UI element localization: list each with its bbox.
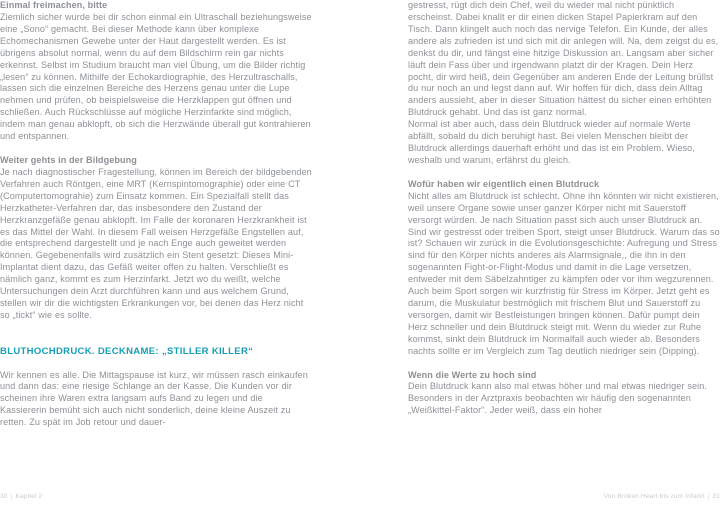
left-heading-einmal-freimachen: Einmal freimachen, bitte xyxy=(0,0,108,10)
right-paragraph-stress-alltag: gestresst, rügt dich dein Chef, weil du wieder mal nicht pünktlich erscheinst. Dabei knallt er dir einen dicken Stapel Papierkram auf den Tisch. Dann klingelt auch noch das nervige Telefon. Ein Kunde, der alles andere als zufrieden ist und sich mit dir anlegen will. Na, dem zeigst du es, denkst du dir, und fängst eine hitzige Diskussion an. Langsam aber sicher läuft dein Fass über und irgendwann platzt dir der Kragen. Dein Herz pocht, dir wird heiß, dein Gegenüber am anderen Ende der Leitung brüllst du nur noch an und legst dann auf. Wir hoffen für dich, dass dein Alltag anders aussieht, aber in dieser Situation hättest du sicher einen erhöhten Blutdruck gehabt. Und das ist ganz normal. xyxy=(408,0,719,118)
right-paragraph-evolution: Nicht alles am Blutdruck ist schlecht. Ohne ihn könnten wir nicht existieren, weil unsere Organe sowie unser ganzer Körper nicht mit Sauerstoff versorgt würden. Je nach Situation passt sich auch unser Blutdruck an. Sind wir gestresst oder treiben Sport, steigt unser Blutdruck. Warum das so ist? Schauen wir zurück in die Evolutionsgeschichte: Aufregung und Stress sind für den Körper nichts anderes als Alarmsignale,, die ihn in den sogenannten Fight-or-Flight-Modus und damit in die Lage versetzen, entweder mit dem Säbelzahntiger zu kämpfen oder vor ihm wegzurennen. Auch beim Sport sorgen wir kurzfristig für Stress im Körper. Jetzt geht es darum, die Muskulatur bestmöglich mit frischem Blut und Sauerstoff zu versorgen, damit wir Bestleistungen bringen können. Dafür pumpt dein Herz schneller und dein Blutdruck steigt mit. Wenn du wieder zur Ruhe kommst, sinkt dein Blutdruck im Normalfall auch wieder ab. Besonders nachts sollte er im Vergleich zum Tag deutlich niedriger sein (Dipping). xyxy=(408,190,720,356)
right-heading-wofuer-blutdruck: Wofür haben wir eigentlich einen Blutdruck xyxy=(408,178,600,189)
page-left xyxy=(0,0,355,509)
left-paragraph-bildgebung: Je nach diagnostischer Fragestellung, können im Bereich der bildgebenden Verfahren auch Röntgen, eine MRT (Kernspintomographie) oder eine CT (Computertomograhie) zum Einsatz kommen. Ein Spezialfall stellt das Herzkatheter-Verfahren dar, das insbesondere den Zustand der Herzkranzgefäße genau abklopft. Im Falle der koronaren Herzkrankheit ist es das Mittel der Wahl. In diesem Fall weisen Herzgefäße Engstellen auf, die entsprechend dargestellt und je nach Enge auch geweitet werden können. Gegebenenfalls wird zusätzlich ein Stent gesetzt: Dieses Mini-Implantat dient dazu, das Gefäß weiter offen zu halten. Verschließt es nämlich ganz, kommt es zum Herzinfarkt. Jetzt wo du weißt, welche Untersuchungen dein Arzt durchführen kann und aus welchem Grund, stellen wir dir die wichtigsten Erkrankungen vor, bei denen das Herz nicht so „tickt“ wie es sollte. xyxy=(0,166,312,320)
footer-left-chapter: Kapitel 2 xyxy=(15,493,43,500)
footer-left xyxy=(0,492,42,501)
left-spacer-4 xyxy=(0,358,312,370)
right-paragraph-weisskittel: Dein Blutdruck kann also mal etwas höher und mal etwas niedriger sein. Besonders in der Arztpraxis beobachten wir häufig den sogenannten „Weißkittel-Faktor“. Jeder weiß, dass ein hoher xyxy=(408,381,708,416)
left-page-text-column xyxy=(0,0,312,429)
left-paragraph-mittagspause: Wir kennen es alle. Die Mittagspause ist kurz, wir müssen rasch einkaufen und dann das: eine riesige Schlange an der Kasse. Die Kunden vor dir scheinen ihre Waren extra langsam aufs Band zu legen und die Kassiererin bemüht sich auch nicht sonderlich, deine kleine Auszeit zu retten. Zu spät im Job retour und dauer- xyxy=(0,369,308,428)
footer-right-page-number: 31 xyxy=(712,493,720,500)
left-spacer-3 xyxy=(0,334,312,346)
right-spacer-2 xyxy=(408,358,720,370)
left-spacer-2 xyxy=(0,322,312,334)
section-title-bluthochdruck: BLUTHOCHDRUCK. DECKNAME: „STILLER KILLER“ xyxy=(0,345,254,357)
footer-right-separator: | xyxy=(707,493,710,500)
left-heading-bildgebung: Weiter gehts in der Bildgebung xyxy=(0,154,137,165)
footer-left-separator: | xyxy=(10,493,13,500)
left-paragraph-ultraschall: Ziemlich sicher wurde bei dir schon einmal ein Ultraschall beziehungsweise eine „Sono“ gemacht. Bei dieser Methode kann über komplexe Echomechanismen Gewebe unter der Haut dargestellt werden. Es ist übrigens absolut normal, wenn du auf dem Bildschirm rein gar nichts erkennst. Selbst im Studium braucht man viel Übung, um die Bilder richtig „lesen“ zu können. Mithilfe der Echokardiographie, des Herzultraschalls, lassen sich die einzelnen Bereiche des Herzens genau unter die Lupe nehmen und prüfen, ob beispielsweise die Herzklappen gut öffnen und schließen. Auch Rückschlüsse auf mögliche Herzinfarkte sind möglich, indem man genau abklopft, ob sich die Herzwände überall gut kontrahieren und entspannen. xyxy=(0,11,312,142)
left-spacer-1 xyxy=(0,143,312,155)
right-spacer-1 xyxy=(408,167,720,179)
footer-left-page-number: 30 xyxy=(0,493,8,500)
footer-right xyxy=(604,492,720,501)
footer-right-title: Von Broken Heart bis zum Infarkt xyxy=(603,493,705,500)
right-heading-werte-zu-hoch: Wenn die Werte zu hoch sind xyxy=(408,369,537,380)
right-paragraph-normal-blutdruck: Normal ist aber auch, dass dein Blutdruck wieder auf normale Werte abfällt, sobald du dich beruhigt hast. Bei vielen Menschen bleibt der Blutdruck allerdings dauerhaft erhöht und das ist ein Problem. Wieso, weshalb und warum, erfährst du gleich. xyxy=(408,119,695,165)
right-page-text-column xyxy=(408,0,720,417)
page-right xyxy=(365,0,720,509)
